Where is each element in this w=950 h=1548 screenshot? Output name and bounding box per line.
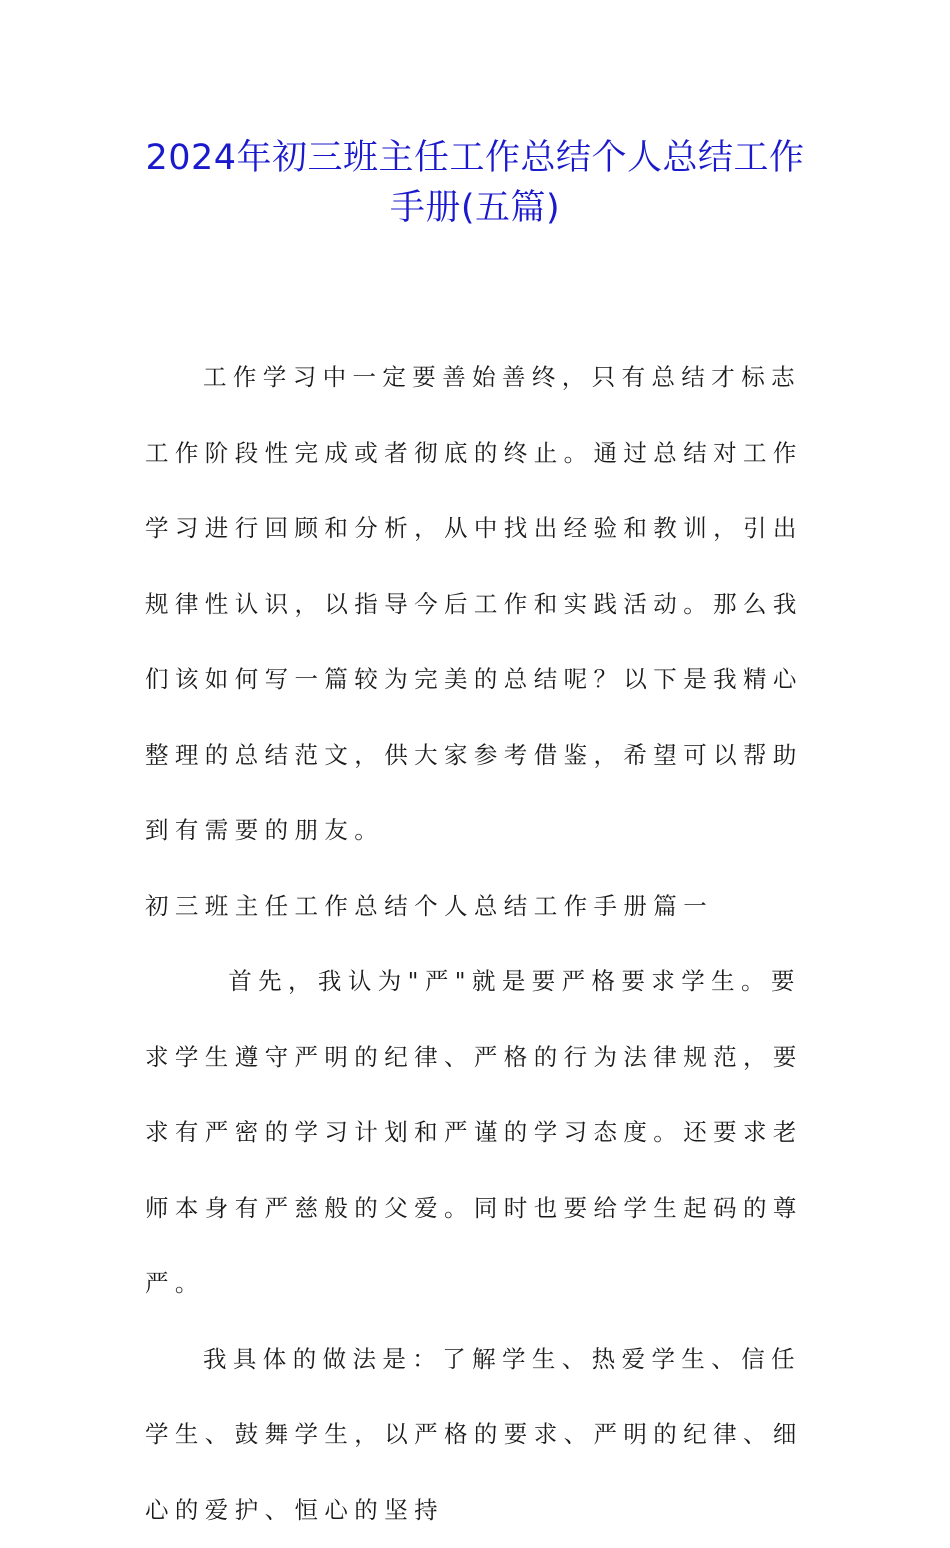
intro-paragraph: 工作学习中一定要善始善终，只有总结才标志工作阶段性完成或者彻底的终止。通过总结对工作学习进行回顾和分析，从中找出经验和教训，引出规律性认识，以指导今后工作和实践活动。那么我们该如何写一篇较为完美的总结呢？以下是我精心整理的总结范文，供大家参考借鉴，希望可以帮助到有需要的朋友。	[145, 340, 805, 869]
document-title-line-2: 手册(五篇)	[120, 180, 830, 230]
document-title-line-1: 2024年初三班主任工作总结个人总结工作	[120, 130, 830, 180]
section-1-paragraph	[145, 869, 805, 1322]
method-paragraph: 我具体的做法是：了解学生、热爱学生、信任学生、鼓舞学生，以严格的要求、严明的纪律、细心的爱护、恒心的坚持	[145, 1322, 805, 1548]
document-body	[145, 340, 805, 1548]
section-1-body: 为"严"就是要严格要求学生。要求学生遵守严明的纪律、严格的行为法律规范，要求有严密的学习计划和严谨的学习态度。还要求老师本身有严慈般的父爱。同时也要给学生起码的尊严。	[145, 967, 803, 1297]
section-1-heading: 初三班主任工作总结个人总结工作手册篇一	[145, 892, 713, 920]
section-1-first-words: 首先，我认	[228, 967, 378, 995]
